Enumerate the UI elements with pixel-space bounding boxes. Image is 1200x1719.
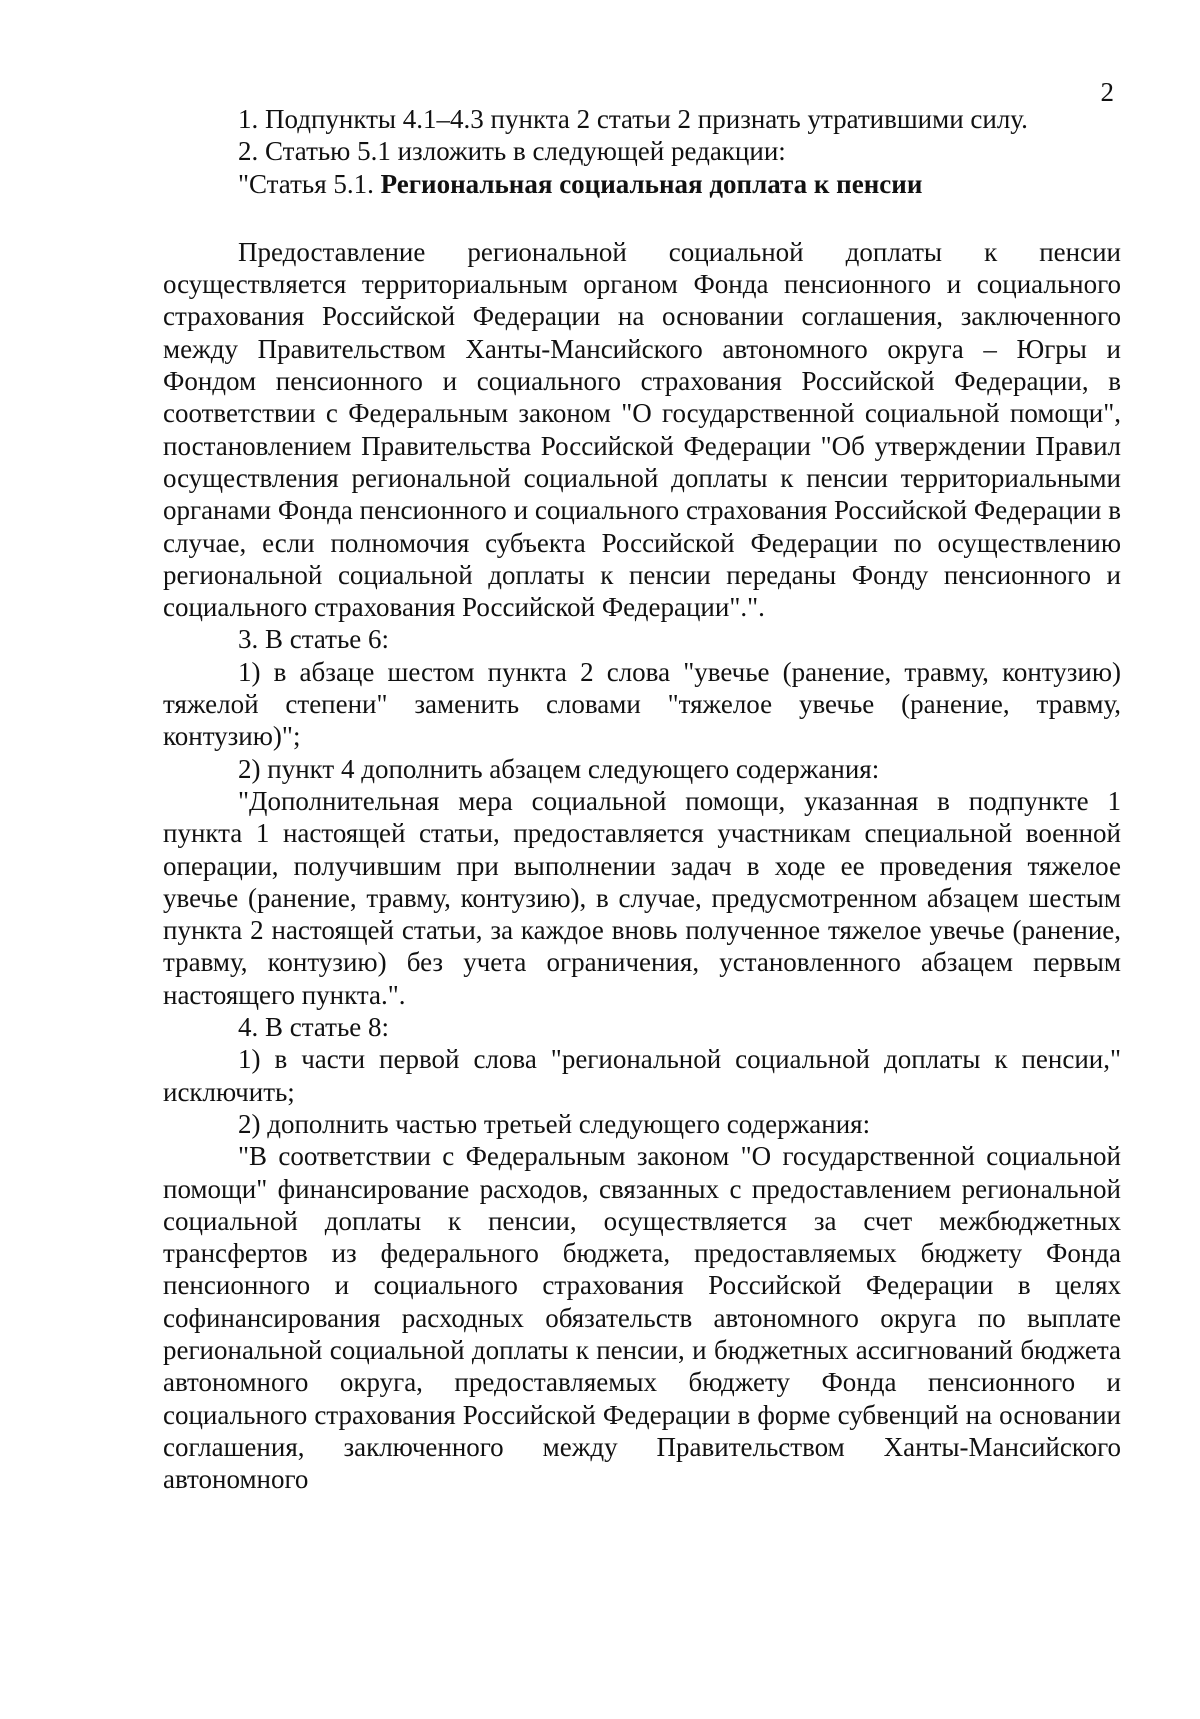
paragraph-item-1: 1. Подпункты 4.1–4.3 пункта 2 статьи 2 признать утратившими силу.: [238, 104, 1028, 134]
paragraph-item-3: 3. В статье 6:: [238, 624, 390, 655]
paragraph-item-3-2: 2) пункт 4 дополнить абзацем следующего содержания:: [238, 753, 880, 784]
paragraph-item-3-2-text: "Дополнительная мера социальной помощи, указанная в подпункте 1 пункта 1 настоящей статьи, предоставляется участникам специальной военной операции, получившим при выполнении задач в ходе ее проведения тяжелое увечье (ранение, травму, контузию), в случае, предусмотренном абзацем шестым пункта 2 настоящей статьи, за каждое вновь полученное тяжелое увечье (ранение, травму, контузию) без учета ограничения, установленного абзацем первым настоящего пункта.".: [163, 785, 1121, 1010]
spacer: [163, 200, 1121, 236]
page-number: 2: [1100, 77, 1114, 107]
paragraph-article-text: Предоставление региональной социальной доплаты к пенсии осуществляется территориальным органом Фонда пенсионного и социального страхования Российской Федерации на основании соглашения, заключенного между Правительством Ханты-Мансийского автономного округа – Югры и Фондом пенсионного и социального страхования Российской Федерации, в соответствии с Федеральным законом "О государственной социальной помощи", постановлением Правительства Российской Федерации "Об утверждении Правил осуществления региональной социальной доплаты к пенсии территориальными органами Фонда пенсионного и социального страхования Российской Федерации в случае, если полномочия субъекта Российской Федерации по осуществлению региональной социальной доплаты к пенсии переданы Фонду пенсионного и социального страхования Российской Федерации".".: [163, 236, 1121, 623]
document-body: [163, 103, 1121, 1495]
article-heading: [163, 168, 1121, 200]
article-heading-prefix: "Статья 5.1.: [238, 168, 381, 199]
paragraph-item-4-2: 2) дополнить частью третьей следующего содержания:: [238, 1108, 871, 1139]
paragraph-item-4-1: 1) в части первой слова "региональной социальной доплаты к пенсии," исключить;: [163, 1044, 1121, 1107]
paragraph-item-3-1: 1) в абзаце шестом пункта 2 слова "увечье (ранение, травму, контузию) тяжелой степени" заменить словами "тяжелое увечье (ранение, травму, контузию)";: [163, 656, 1121, 752]
paragraph-item-4: 4. В статье 8:: [238, 1012, 390, 1043]
paragraph-item-4-2-text: "В соответствии с Федеральным законом "О государственной социальной помощи" финансирование расходов, связанных с предоставлением региональной социальной доплаты к пенсии, осуществляется за счет межбюджетных трансфертов из федерального бюджета, предоставляемых бюджету Фонда пенсионного и социального страхования Российской Федерации в целях софинансирования расходных обязательств автономного округа по выплате региональной социальной доплаты к пенсии, и бюджетных ассигнований бюджета автономного округа, предоставляемых бюджету Фонда пенсионного и социального страхования Российской Федерации в форме субвенций на основании соглашения, заключенного между Правительством Ханты-Мансийского автономного: [163, 1141, 1121, 1495]
article-heading-title: Региональная социальная доплата к пенсии: [380, 168, 923, 199]
paragraph-item-2: 2. Статью 5.1 изложить в следующей редакции:: [238, 136, 786, 167]
